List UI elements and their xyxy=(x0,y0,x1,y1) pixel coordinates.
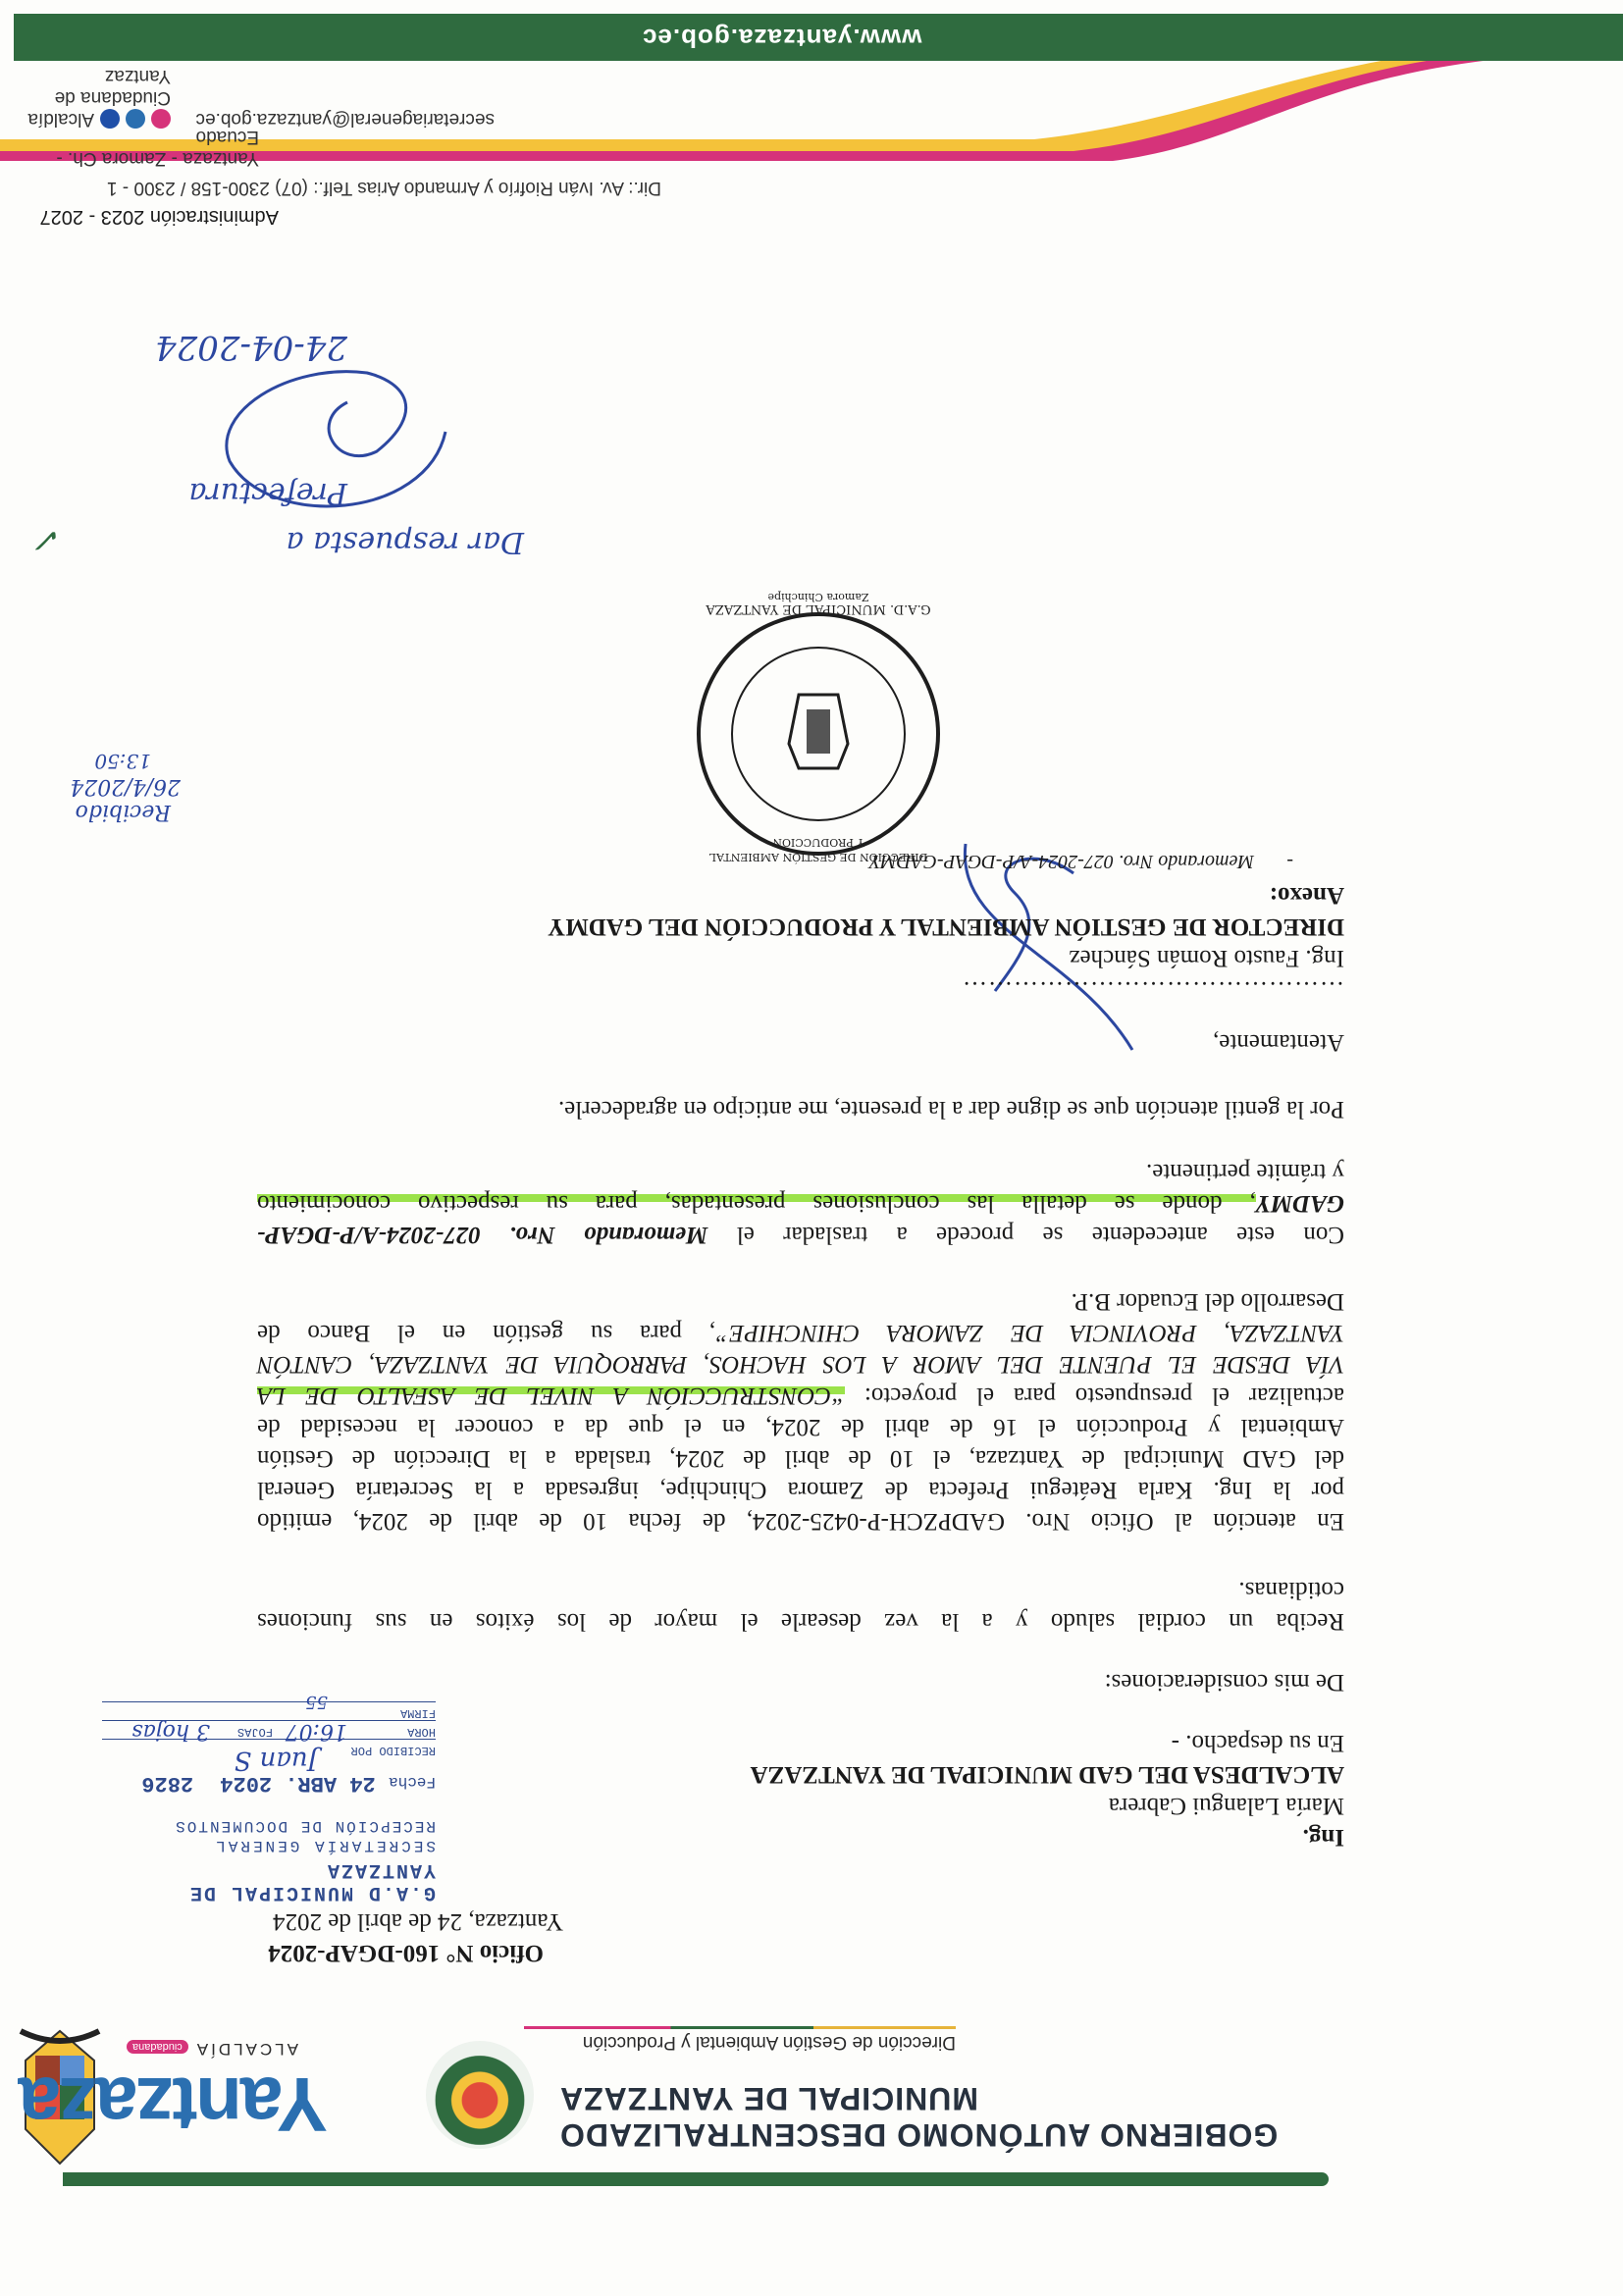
p3-line2 xyxy=(257,1187,1344,1219)
round-official-stamp xyxy=(691,606,946,861)
p2-line4: Ambiental y Producción el 16 de abril de 2024, en el que da a conocer la necesidad de xyxy=(257,1414,1344,1440)
p4: Por la gentil atención que se digne dar a la presente, me anticipo en agradecerle. xyxy=(557,1096,1344,1122)
stamp-firma-label: FIRMA xyxy=(399,1706,436,1720)
p2-line1: En atención al Oficio Nro. GADPZCH-P-0425-2024, de fecha 10 de abril de 2024, emitido xyxy=(257,1508,1344,1535)
reception-stamp xyxy=(102,1692,436,1904)
instagram-icon xyxy=(151,109,171,129)
p2-line2: por la Ing. Karla Reátegui Prefecta de Zamora Chinchipe, ingresada a la Secretaría General xyxy=(257,1477,1344,1503)
handwritten-date: 24-04-2024 xyxy=(154,328,347,367)
brand-logo: Yantzaza xyxy=(20,2061,328,2148)
memo-ref-start: Memorando Nro. 027-2024-A/P-DGAP- xyxy=(257,1222,708,1248)
footer-admin: Administración 2023 - 2027 xyxy=(39,206,279,228)
department-name: Dirección de Gestión Ambiental y Producción xyxy=(582,2032,956,2053)
round-stamp-inner1: DIRECCIÓN DE GESTIÓN AMBIENTAL xyxy=(708,851,928,863)
tricolor-divider xyxy=(524,2026,956,2029)
project-name-start: “CONSTRUCCIÓN A NIVEL DE ASFALTO DE LA xyxy=(257,1383,846,1409)
signer-name: Ing. Fausto Román Sánchez xyxy=(1069,945,1344,971)
memo-ref-end: GADMY xyxy=(1255,1190,1344,1217)
recipient-title: Ing. xyxy=(1302,1824,1344,1851)
facebook-icon xyxy=(100,109,120,129)
closing: Atentamente, xyxy=(1213,1029,1344,1056)
annex-item: Memorando Nro. 027-2024-A/P-DGAP-GADMY xyxy=(869,851,1254,872)
footer-web-bar xyxy=(14,14,1623,61)
p2-line5-text: actualizar el presupuesto para el proyecto: xyxy=(845,1383,1344,1409)
p2-line7-text: , para su gestión en el Banco de xyxy=(257,1320,716,1346)
p2-line8: Desarrollo del Ecuador B.P. xyxy=(1071,1288,1344,1315)
stamp-hora-label: HORA xyxy=(407,1725,436,1739)
recipient-role: ALCALDESA DEL GAD MUNICIPAL DE YANTZAZA xyxy=(750,1761,1344,1788)
round-stamp-inner2: Y PRODUCCIÓN xyxy=(772,836,864,849)
annex-label: Anexo: xyxy=(1269,882,1344,909)
recipient-office: En su despacho. - xyxy=(1171,1730,1344,1756)
margin-check: ✓ xyxy=(34,520,63,559)
annex-bullet: - xyxy=(1286,851,1293,872)
footer-social-text: Alcaldía Ciudadana de Yantzaz xyxy=(27,66,171,130)
signature-dots: ……………………………………… xyxy=(962,976,1344,1003)
stamp-line2: SECRETARÍA GENERAL xyxy=(213,1837,436,1854)
recibido-time: 13:50 xyxy=(94,750,151,773)
stamp-fecha-label: Fecha xyxy=(388,1773,436,1791)
handwritten-note2: Prefectura xyxy=(188,476,347,510)
handwritten-signature xyxy=(210,353,465,530)
stamp-fecha-value: 24 ABR. 2024 xyxy=(220,1771,376,1796)
stamp-hand-extra: 55 xyxy=(305,1692,328,1712)
recibido-date: 26/4/2024 xyxy=(70,774,181,799)
project-name-end: YANTZAZA, PROVINCIA DE ZAMORA CHINCHIPE” xyxy=(715,1320,1344,1346)
gov-title-line2: MUNICIPAL DE YANTZAZA xyxy=(559,2081,978,2116)
stamp-hand-fojas: 3 hojas xyxy=(131,1719,210,1744)
round-stamp-outer: G.A.D. MUNICIPAL DE YANTZAZA xyxy=(706,601,931,616)
handwritten-note1: Dar respuesta a xyxy=(286,525,524,559)
stamp-recibido-label: RECIBIDO POR xyxy=(350,1744,436,1757)
p2-line7 xyxy=(257,1317,1344,1348)
twitter-icon xyxy=(126,109,145,129)
brand-sub-text: ALCALDÍA xyxy=(193,2040,298,2059)
stamp-hand-hora: 16:07 xyxy=(285,1719,347,1744)
stamp-hand-name: Juan S xyxy=(234,1746,318,1775)
footer-website: www.yantzaza.gob.ec xyxy=(642,24,922,53)
stamp-number: 2826 xyxy=(141,1771,194,1796)
stamp-line3: RECEPCIÓN DE DOCUMENTOS xyxy=(174,1817,436,1835)
brand-tag: ciudadana xyxy=(127,2040,188,2054)
signer-role: DIRECTOR DE GESTIÓN AMBIENTAL Y PRODUCCIÓN DEL GADMY xyxy=(548,913,1344,940)
round-stamp-place: Zamora Chinchipe xyxy=(767,591,869,603)
p3-line2-text: , donde se detalla las conclusiones presentadas, para su respectivo conocimiento xyxy=(257,1190,1256,1217)
p2-line6: VÍA DESDE EL PUENTE DEL AMOR A LOS HACHOS, PARROQUIA DE YANTZAZA, CANTÓN xyxy=(257,1351,1344,1378)
p2-line5 xyxy=(257,1380,1344,1411)
header-bar xyxy=(63,2172,1329,2186)
p3-line3: y trámite pertinente. xyxy=(1145,1159,1344,1185)
stamp-line1: G.A.D MUNICIPAL DE YANTZAZA xyxy=(187,1858,436,1904)
institution-emblem xyxy=(426,2041,534,2149)
recipient-name: María Lalangui Cabrera xyxy=(1108,1793,1344,1819)
greeting: De mis consideraciones: xyxy=(1104,1669,1344,1696)
p2-line3: del GAD Municipal de Yantzaza, el 10 de abril de 2024, traslada a la Dirección de Gestión xyxy=(257,1445,1344,1472)
footer-city: Yantzaza - Zamora Ch. - Ecuado xyxy=(56,127,259,169)
p3-line1-text: Con este antecedente se procede a trasladar el xyxy=(707,1222,1344,1248)
stamp-fojas-label: FOJAS xyxy=(236,1725,273,1739)
recibido-note: Recibido xyxy=(75,800,171,824)
p3-line1 xyxy=(257,1219,1344,1250)
place-date: Yantzaza, 24 de abril de 2024 xyxy=(273,1908,563,1935)
p1-line2: cotidianas. xyxy=(1238,1577,1344,1603)
footer-email: secretariageneral@yantzaza.gob.ec xyxy=(195,109,495,130)
footer-social xyxy=(0,65,171,130)
gov-title xyxy=(559,2080,1278,2153)
footer-address: Dir.: Av. Iván Riofrío y Armando Arias Telf.: (07) 2300-158 / 2300 - 1 xyxy=(106,178,661,198)
gov-title-line1: GOBIERNO AUTÓNOMO DESCENTRALIZADO xyxy=(559,2117,1279,2153)
oficio-number: Oficio N° 160-DGAP-2024 xyxy=(268,1940,544,1966)
p1-line1: Reciba un cordial saludo y a la vez desearle el mayor de los éxitos en sus funciones xyxy=(257,1608,1344,1635)
stamp-received-row xyxy=(102,1692,436,1775)
brand-subtitle xyxy=(127,2039,298,2059)
